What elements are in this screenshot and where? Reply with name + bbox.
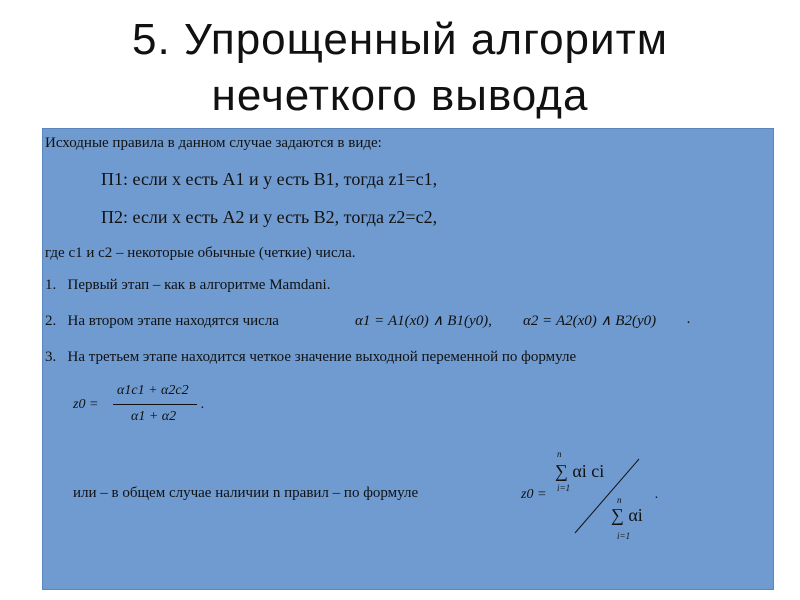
step-2: 2. На втором этапе находятся числа — [45, 313, 279, 329]
z0-denominator: α1 + α2 — [131, 409, 177, 424]
general-top-limit-den: n — [617, 495, 622, 505]
where-text: где c1 и c2 – некоторые обычные (четкие) числа. — [45, 245, 356, 261]
general-numerator: ∑ αi ci — [555, 461, 605, 481]
z0-fraction-bar — [113, 404, 197, 405]
alpha-1-formula: α1 = A1(x0) ∧ B1(y0), — [355, 313, 492, 329]
general-fraction-slash — [521, 447, 681, 587]
z0-formula — [73, 379, 273, 439]
general-formula — [521, 447, 681, 587]
intro-text: Исходные правила в данном случае задаются в виде: — [45, 135, 382, 151]
z0-label: z0 = — [73, 397, 99, 412]
general-bottom-limit-den: i=1 — [617, 531, 631, 541]
z0-numerator: α1c1 + α2c2 — [117, 383, 189, 398]
alpha-2-formula: α2 = A2(x0) ∧ B2(y0) — [523, 313, 657, 329]
general-case-text: или – в общем случае наличии n правил – по формуле — [73, 485, 419, 501]
step-1: 1. Первый этап – как в алгоритме Mamdani. — [45, 277, 331, 293]
slide-title-line-1: 5. Упрощенный алгоритм — [131, 15, 668, 64]
rule-1: П1: если x есть A1 и y есть B1, тогда z1=c1, — [101, 169, 438, 189]
slide-title — [0, 12, 800, 124]
general-top-limit-num: n — [557, 449, 562, 459]
z0-period: . — [201, 397, 205, 412]
step-2-period: . — [687, 311, 691, 327]
general-period: . — [655, 487, 659, 502]
step-3: 3. На третьем этапе находится четкое значение выходной переменной по формуле — [45, 349, 577, 365]
rule-2: П2: если x есть A2 и y есть B2, тогда z2=c2, — [101, 207, 438, 227]
general-denominator: ∑ αi — [611, 505, 643, 525]
content-panel — [42, 128, 774, 590]
slide-title-line-2: нечеткого вывода — [211, 71, 589, 120]
general-z0-label: z0 = — [521, 487, 547, 502]
general-bottom-limit-num: i=1 — [557, 483, 571, 493]
